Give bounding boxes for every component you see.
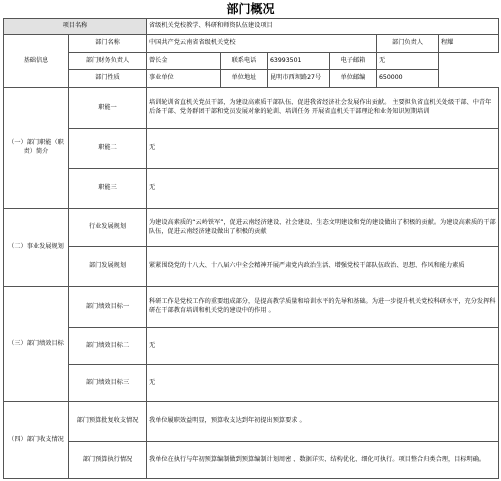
dept-name-row bbox=[4, 35, 499, 53]
finance-head-label: 部门财务负责人 bbox=[69, 53, 147, 70]
dept-nature-value: 事业单位 bbox=[147, 70, 221, 88]
function-row-3 bbox=[4, 169, 499, 209]
email-label: 电子邮箱 bbox=[330, 53, 377, 70]
dept-name-value: 中国共产党云南省省级机关党校 bbox=[147, 35, 377, 53]
dept-head-value: 程耀 bbox=[439, 35, 499, 53]
postcode-label: 单位邮编 bbox=[330, 70, 377, 88]
budget-approved-text: 我单位履职效益明显，预算收支达到年初提出预算要求 。 bbox=[147, 402, 499, 442]
dept-plan-label: 部门发展规划 bbox=[69, 247, 147, 287]
goal-row-1 bbox=[4, 287, 499, 328]
finance-row bbox=[4, 53, 499, 70]
address-value: 昆明市西坝路27号 bbox=[268, 70, 330, 88]
budget-execution-text: 我单位在执行与年初预算编制做到预算编制计划周密 、数据详实、结构优化、细化可执行。项目整合归类合理，目标明确。 bbox=[147, 442, 499, 479]
duty-section: （一）部门职能（职责）简介 bbox=[4, 88, 69, 209]
dept-name-label: 部门名称 bbox=[69, 35, 147, 53]
nature-row bbox=[4, 70, 499, 88]
project-label: 项目名称 bbox=[4, 19, 147, 35]
dept-plan-text: 紧紧围绕党的十八大、十八届六中全会精神开展严肃党内政治生活、增强党校干部队伍政治、思想、作风和能力素质 bbox=[147, 247, 499, 287]
page-title: 部门概况 bbox=[226, 2, 275, 16]
industry-plan-text: 为建设高素质的“云岭铁军”，促进云南经济建设、社会建设、生态文明建设和党的建设做出了积极的贡献。为建设高素质的干部队伍，促进云南经济建设做出了积极的贡献 bbox=[147, 209, 499, 247]
goal-1-label: 部门绩效目标一 bbox=[69, 287, 147, 328]
goal-2-text: 无 bbox=[147, 328, 499, 365]
budget-execution-row bbox=[4, 442, 499, 479]
address-label: 单位地址 bbox=[221, 70, 268, 88]
budget-approved-row bbox=[4, 402, 499, 442]
email-value: 无 bbox=[377, 53, 439, 70]
function-3-text: 无 bbox=[147, 169, 499, 209]
function-2-text: 无 bbox=[147, 129, 499, 169]
budget-execution-label: 部门预算执行情况 bbox=[69, 442, 147, 479]
dept-nature-label: 部门性质 bbox=[69, 70, 147, 88]
budget-section: （四）部门收支情况 bbox=[4, 402, 69, 479]
function-1-label: 职能一 bbox=[69, 88, 147, 129]
industry-plan-label: 行业发展规划 bbox=[69, 209, 147, 247]
department-overview-table bbox=[3, 18, 499, 479]
function-1-text: 培训轮训省直机关党员干部，为建设高素质干部队伍、促进我省经济社会发展作出贡献。 主要担负省直机关处级干部、中青年后备干部、党务群团干部和党员发展对象的轮训、培训任务 开展省直机关干部理论和业务知识短期培训 bbox=[147, 88, 499, 129]
project-row bbox=[4, 19, 499, 35]
phone-value: 63993501 bbox=[268, 53, 330, 70]
function-2-label: 职能二 bbox=[69, 129, 147, 169]
goal-3-text: 无 bbox=[147, 365, 499, 402]
goal-row-3 bbox=[4, 365, 499, 402]
budget-approved-label: 部门预算批复收支情况 bbox=[69, 402, 147, 442]
dept-head-label: 部门负责人 bbox=[377, 35, 439, 53]
goal-1-text: 科研工作是党校工作的重要组成部分，是提高教学质量和培训水平的先导和基础。为进一步提升机关党校科研水平，充分发挥科研在干部教育培训和机关党的建设中的作用 。 bbox=[147, 287, 499, 328]
finance-head-value: 曾长金 bbox=[147, 53, 221, 70]
dept-plan-row bbox=[4, 247, 499, 287]
performance-section: （三）部门绩效目标 bbox=[4, 287, 69, 402]
phone-label: 联系电话 bbox=[221, 53, 268, 70]
function-row-2 bbox=[4, 129, 499, 169]
project-value: 省级机关党校教学、科研和师资队伍建设项目 bbox=[147, 19, 499, 35]
goal-2-label: 部门绩效目标二 bbox=[69, 328, 147, 365]
basic-info-section: 基础信息 bbox=[4, 35, 69, 88]
goal-row-2 bbox=[4, 328, 499, 365]
industry-plan-row bbox=[4, 209, 499, 247]
function-3-label: 职能三 bbox=[69, 169, 147, 209]
development-section: （二）事业发展规划 bbox=[4, 209, 69, 287]
function-row-1 bbox=[4, 88, 499, 129]
goal-3-label: 部门绩效目标三 bbox=[69, 365, 147, 402]
postcode-value: 650000 bbox=[377, 70, 439, 88]
